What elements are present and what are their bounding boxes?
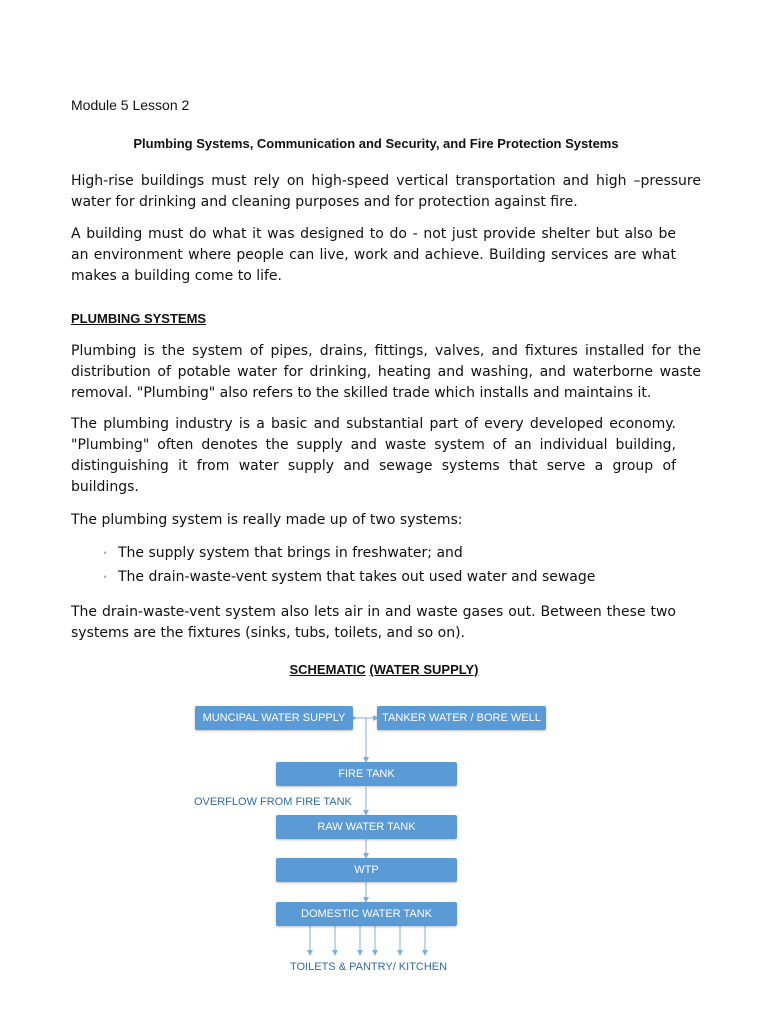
intro-paragraph-1: High-rise buildings must rely on high-speed vertical transportation and high –pressure water for drinking and cleaning purposes and for protection against fire.: [71, 173, 701, 210]
list-item-text: The supply system that brings in freshwater; and: [118, 545, 463, 561]
plumbing-paragraph-2: The plumbing industry is a basic and substantial part of every developed economy. "Plumbing" often denotes the supply and waste system of an individual building, distinguishing it from water supply and sewage systems that serve a group of buildings.: [71, 416, 676, 495]
box-domestic-water-tank: DOMESTIC WATER TANK: [276, 902, 457, 926]
plumbing-paragraph-1: Plumbing is the system of pipes, drains, fittings, valves, and fixtures installed for the distribution of potable water for drinking, heating and washing, and waterborne waste removal. "Plumbing" also refers to the skilled trade which installs and maintains it.: [71, 343, 701, 401]
schematic-title-sub: (WATER SUPPLY): [369, 662, 479, 677]
overflow-label: OVERFLOW FROM FIRE TANK: [194, 796, 352, 808]
intro-paragraph-2: A building must do what it was designed to do - not just provide shelter but also be an environment where people can live, work and achieve. Building services are what makes a building come to life.: [71, 226, 676, 284]
plumbing-paragraph-4: The drain-waste-vent system also lets air in and waste gases out. Between these two systems are the fixtures (sinks, tubs, toilets, and so on).: [71, 604, 676, 641]
box-raw-water-tank: RAW WATER TANK: [276, 815, 457, 839]
section-heading-plumbing: PLUMBING SYSTEMS: [71, 311, 207, 326]
document-title: Plumbing Systems, Communication and Security, and Fire Protection Systems: [133, 136, 619, 151]
box-wtp: WTP: [276, 858, 457, 882]
outlet-label: TOILETS & PANTRY/ KITCHEN: [290, 961, 448, 973]
bullet-icon: ∘: [103, 549, 108, 557]
schematic-title-main: SCHEMATIC: [289, 662, 366, 677]
bullet-icon: ∘: [103, 573, 108, 581]
list-item-text: The drain-waste-vent system that takes out used water and sewage: [118, 569, 596, 585]
box-municipal-water-supply: MUNCIPAL WATER SUPPLY: [195, 706, 353, 730]
plumbing-paragraph-3: The plumbing system is really made up of two systems:: [71, 512, 463, 528]
module-label: Module 5 Lesson 2: [71, 97, 190, 113]
box-fire-tank: FIRE TANK: [276, 762, 457, 786]
box-tanker-water: TANKER WATER / BORE WELL: [377, 706, 546, 730]
